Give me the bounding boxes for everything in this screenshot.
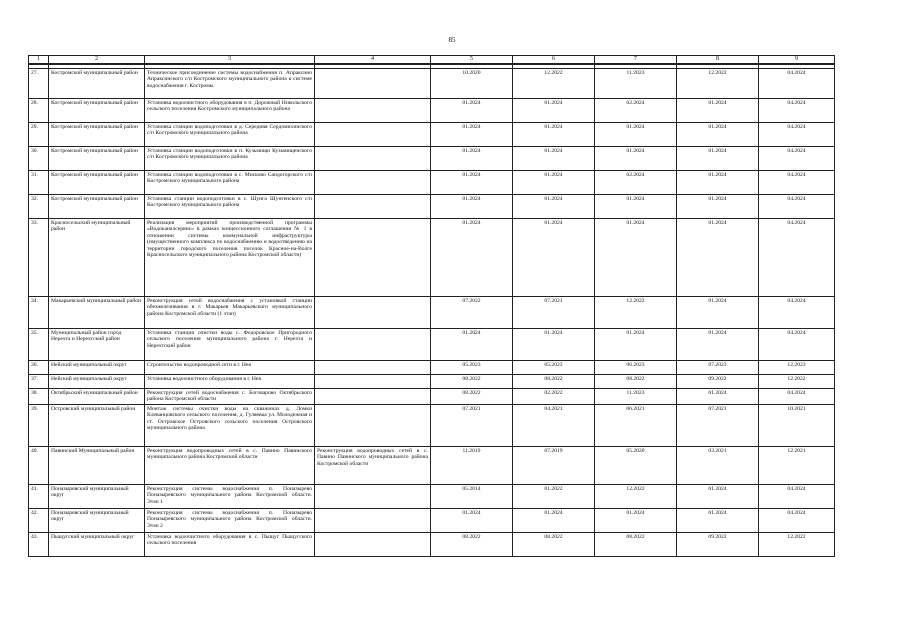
row-number: 29. (29, 123, 49, 147)
header-col-4: 4 (315, 56, 431, 65)
activity-cell: Реконструкция системы водоснабжения п. Поназырево Поназыревского муниципального района Костромской области. Этап 2 (145, 508, 315, 532)
schedule-table (28, 55, 835, 557)
district-cell: Поназыревский муниципальный округ (49, 508, 145, 532)
date-col-8: 01.2024 (677, 297, 759, 329)
date-col-7: 06.2023 (595, 361, 677, 375)
date-col-6: 01.2024 (513, 171, 595, 195)
date-col-7: 06.2021 (595, 404, 677, 446)
district-cell: Муниципальный район город Нерехта и Нерехтский район (49, 329, 145, 361)
date-col-5: 07.2022 (431, 297, 513, 329)
date-col-7: 12.2022 (595, 484, 677, 508)
activity-cell: Реконструкция сетей водоснабжения с. Боговарово Октябрьского района Костромской области (145, 389, 315, 405)
date-col-7: 02.2024 (595, 99, 677, 123)
table-row (29, 484, 835, 508)
date-col-6: 01.2024 (513, 195, 595, 219)
district-cell: Костромской муниципальный район (49, 195, 145, 219)
date-col-5: 01.2024 (431, 329, 513, 361)
note-cell (315, 404, 431, 446)
date-col-5: 10.2020 (431, 69, 513, 99)
table-row (29, 389, 835, 405)
date-col-8: 01.2024 (677, 484, 759, 508)
note-cell (315, 195, 431, 219)
district-cell: Костромской муниципальный район (49, 69, 145, 99)
note-cell (315, 361, 431, 375)
date-col-9: 04.2024 (759, 99, 835, 123)
row-number: 36. (29, 361, 49, 375)
date-col-9: 12.2023 (759, 361, 835, 375)
date-col-9: 04.2024 (759, 484, 835, 508)
note-cell: Реконструкция водопроводных сетей в с. Павино Павинского муниципального района Костромской области (315, 446, 431, 484)
row-number: 30. (29, 147, 49, 171)
note-cell (315, 99, 431, 123)
date-col-9: 12.2021 (759, 446, 835, 484)
date-col-6: 04.2021 (513, 404, 595, 446)
note-cell (315, 219, 431, 297)
note-cell (315, 329, 431, 361)
date-col-8: 01.2024 (677, 219, 759, 297)
table-row (29, 329, 835, 361)
activity-cell: Установка водоочистного оборудования в с. Пыщуг Пыщугского сельского поселения (145, 532, 315, 556)
table-row (29, 147, 835, 171)
header-col-6: 6 (513, 56, 595, 65)
date-col-9: 04.2024 (759, 69, 835, 99)
date-col-9: 04.2024 (759, 329, 835, 361)
date-col-6: 02.2022 (513, 389, 595, 405)
table-row (29, 69, 835, 99)
date-col-5: 05.2014 (431, 484, 513, 508)
date-col-7: 01.2024 (595, 195, 677, 219)
district-cell: Костромской муниципальный район (49, 171, 145, 195)
district-cell: Костромской муниципальный район (49, 123, 145, 147)
date-col-5: 08.2022 (431, 375, 513, 389)
date-col-6: 01.2024 (513, 99, 595, 123)
table-body (29, 56, 835, 557)
date-col-5: 01.2024 (431, 171, 513, 195)
district-cell: Костромской муниципальный район (49, 147, 145, 171)
date-col-8: 01.2024 (677, 171, 759, 195)
table-row (29, 195, 835, 219)
table-row (29, 361, 835, 375)
activity-cell: Реализация мероприятий производственной программы «Водоканалсервис» в рамках концессионного соглашения № 1 в отношении системы коммунальной инфраструктуры (имущественного комплекса по водоснабжению и водоотведению на территории городского поселения поселок Красное-на-Волге Красносельского муниципального района Костромской области) (145, 219, 315, 297)
row-number: 40. (29, 446, 49, 484)
district-cell: Октябрьский муниципальный район (49, 389, 145, 405)
district-cell: Макарьевский муниципальный район (49, 297, 145, 329)
row-number: 31. (29, 171, 49, 195)
note-cell (315, 69, 431, 99)
date-col-9: 10.2021 (759, 404, 835, 446)
date-col-5: 08.2022 (431, 389, 513, 405)
date-col-7: 01.2024 (595, 123, 677, 147)
activity-cell: Строительство водопроводной сети в г. Нея (145, 361, 315, 375)
row-number: 35. (29, 329, 49, 361)
row-number: 37. (29, 375, 49, 389)
table-row (29, 219, 835, 297)
date-col-5: 07.2021 (431, 404, 513, 446)
note-cell (315, 484, 431, 508)
row-number: 38. (29, 389, 49, 405)
date-col-6: 08.2022 (513, 532, 595, 556)
date-col-7: 11.2023 (595, 389, 677, 405)
date-col-9: 04.2024 (759, 389, 835, 405)
district-cell: Нейский муниципальный округ (49, 361, 145, 375)
district-cell: Островский муниципальный район (49, 404, 145, 446)
district-cell: Красносельский муниципальный район (49, 219, 145, 297)
note-cell (315, 147, 431, 171)
date-col-9: 04.2024 (759, 219, 835, 297)
date-col-8: 09.2022 (677, 532, 759, 556)
table-row (29, 404, 835, 446)
table-row (29, 99, 835, 123)
table-row (29, 532, 835, 556)
date-col-8: 01.2024 (677, 123, 759, 147)
date-col-8: 01.2024 (677, 99, 759, 123)
row-number: 43. (29, 532, 49, 556)
date-col-5: 01.2024 (431, 147, 513, 171)
note-cell (315, 297, 431, 329)
district-cell: Павинский Муниципальный район (49, 446, 145, 484)
date-col-6: 01.2024 (513, 123, 595, 147)
header-col-7: 7 (595, 56, 677, 65)
date-col-6: 01.2024 (513, 147, 595, 171)
date-col-5: 01.2024 (431, 219, 513, 297)
date-col-6: 01.2024 (513, 219, 595, 297)
row-number: 28. (29, 99, 49, 123)
row-number: 41. (29, 484, 49, 508)
date-col-7: 02.2024 (595, 171, 677, 195)
activity-cell: Установка водоочистного оборудования в г. Нея (145, 375, 315, 389)
table-row (29, 123, 835, 147)
activity-cell: Реконструкция водопроводных сетей в с. Павино Павинского муниципального района Костромской области (145, 446, 315, 484)
date-col-6: 01.2024 (513, 508, 595, 532)
row-number: 27. (29, 69, 49, 99)
note-cell (315, 171, 431, 195)
date-col-8: 09.2022 (677, 375, 759, 389)
activity-cell: Установка станции водоподготовки в п. Кузьмищи Кузьмищенского с/п Костромского муниципального района (145, 147, 315, 171)
row-number: 32. (29, 195, 49, 219)
date-col-6: 01.2024 (513, 329, 595, 361)
activity-cell: Реконструкция системы водоснабжения п. Поназырево Поназыревского муниципального района Костромской области. Этап 1 (145, 484, 315, 508)
district-cell: Поназыревский муниципальный округ (49, 484, 145, 508)
header-col-1: 1 (29, 56, 49, 65)
date-col-5: 08.2022 (431, 532, 513, 556)
date-col-9: 04.2024 (759, 171, 835, 195)
activity-cell: Установка станции очистки воды с. Федоровское Пригородного сельского поселения муниципального района г. Нерехта и Нерехтский район (145, 329, 315, 361)
table-row (29, 297, 835, 329)
district-cell: Пыщугский муниципальный округ (49, 532, 145, 556)
date-col-6: 08.2022 (513, 375, 595, 389)
district-cell: Нейский муниципальный округ (49, 375, 145, 389)
date-col-6: 12.2022 (513, 69, 595, 99)
header-col-2: 2 (49, 56, 145, 65)
date-col-7: 08.2022 (595, 532, 677, 556)
date-col-5: 01.2024 (431, 123, 513, 147)
date-col-6: 05.2023 (513, 361, 595, 375)
date-col-7: 01.2024 (595, 329, 677, 361)
header-col-5: 5 (431, 56, 513, 65)
table-row (29, 446, 835, 484)
date-col-9: 12.2022 (759, 532, 835, 556)
date-col-8: 01.2024 (677, 147, 759, 171)
date-col-7: 01.2024 (595, 508, 677, 532)
date-col-9: 12.2022 (759, 375, 835, 389)
date-col-7: 08.2022 (595, 375, 677, 389)
date-col-5: 01.2024 (431, 508, 513, 532)
date-col-8: 01.2024 (677, 508, 759, 532)
date-col-7: 01.2024 (595, 219, 677, 297)
date-col-8: 12.2022 (677, 69, 759, 99)
header-col-3: 3 (145, 56, 315, 65)
header-row (29, 56, 835, 65)
date-col-7: 11.2023 (595, 69, 677, 99)
date-col-5: 05.2023 (431, 361, 513, 375)
activity-cell: Монтаж системы очистки воды на скважинах д. Ломки Клеванцовского сельского поселения, д. Гуляевка ул. Молодежная и ст. Островское Островского сельского поселения Островского муниципального района (145, 404, 315, 446)
row-number: 39. (29, 404, 49, 446)
activity-cell: Установка водоочистного оборудования в п. Дорожный Никольского сельского поселения Костромского муниципального района (145, 99, 315, 123)
date-col-8: 01.2024 (677, 195, 759, 219)
date-col-8: 07.2023 (677, 361, 759, 375)
date-col-5: 11.2019 (431, 446, 513, 484)
activity-cell: Установка станции водоподготовки в с. Мисково Сандогорского с/п Костромского муниципального района (145, 171, 315, 195)
date-col-9: 04.2024 (759, 508, 835, 532)
date-col-9: 04.2024 (759, 297, 835, 329)
date-col-9: 04.2024 (759, 147, 835, 171)
activity-cell: Реконструкция сетей водоснабжения с установкой станции обезжелезивания в г. Макарьев Макарьевского муниципального района Костромской области (1 этап) (145, 297, 315, 329)
row-number: 42. (29, 508, 49, 532)
note-cell (315, 389, 431, 405)
date-col-6: 07.2019 (513, 446, 595, 484)
date-col-7: 01.2024 (595, 147, 677, 171)
date-col-9: 04.2024 (759, 195, 835, 219)
district-cell: Костромской муниципальный район (49, 99, 145, 123)
header-col-8: 8 (677, 56, 759, 65)
date-col-9: 04.2024 (759, 123, 835, 147)
date-col-8: 01.2024 (677, 389, 759, 405)
activity-cell: Установка станции водоподготовки в с. Шунга Шунгенского с/п Костромского муниципального района (145, 195, 315, 219)
activity-cell: Техническое присоединение системы водоснабжения п. Апраксино Апраксинского с/п Костромского муниципального района к системе водоснабжения г. Костромы (145, 69, 315, 99)
table-row (29, 508, 835, 532)
date-col-7: 05.2020 (595, 446, 677, 484)
row-number: 34. (29, 297, 49, 329)
header-col-9: 9 (759, 56, 835, 65)
note-cell (315, 123, 431, 147)
note-cell (315, 532, 431, 556)
page-number: 85 (448, 36, 456, 44)
date-col-8: 03.2021 (677, 446, 759, 484)
date-col-8: 07.2021 (677, 404, 759, 446)
date-col-5: 01.2024 (431, 195, 513, 219)
date-col-7: 12.2022 (595, 297, 677, 329)
table-row (29, 171, 835, 195)
table-row (29, 375, 835, 389)
date-col-8: 01.2024 (677, 329, 759, 361)
date-col-6: 01.2022 (513, 484, 595, 508)
date-col-5: 01.2024 (431, 99, 513, 123)
row-number: 33. (29, 219, 49, 297)
activity-cell: Установка станции водоподготовки в д. Середняя Сердомихинского с/п Костромского муниципального района (145, 123, 315, 147)
note-cell (315, 508, 431, 532)
note-cell (315, 375, 431, 389)
date-col-6: 07.2021 (513, 297, 595, 329)
